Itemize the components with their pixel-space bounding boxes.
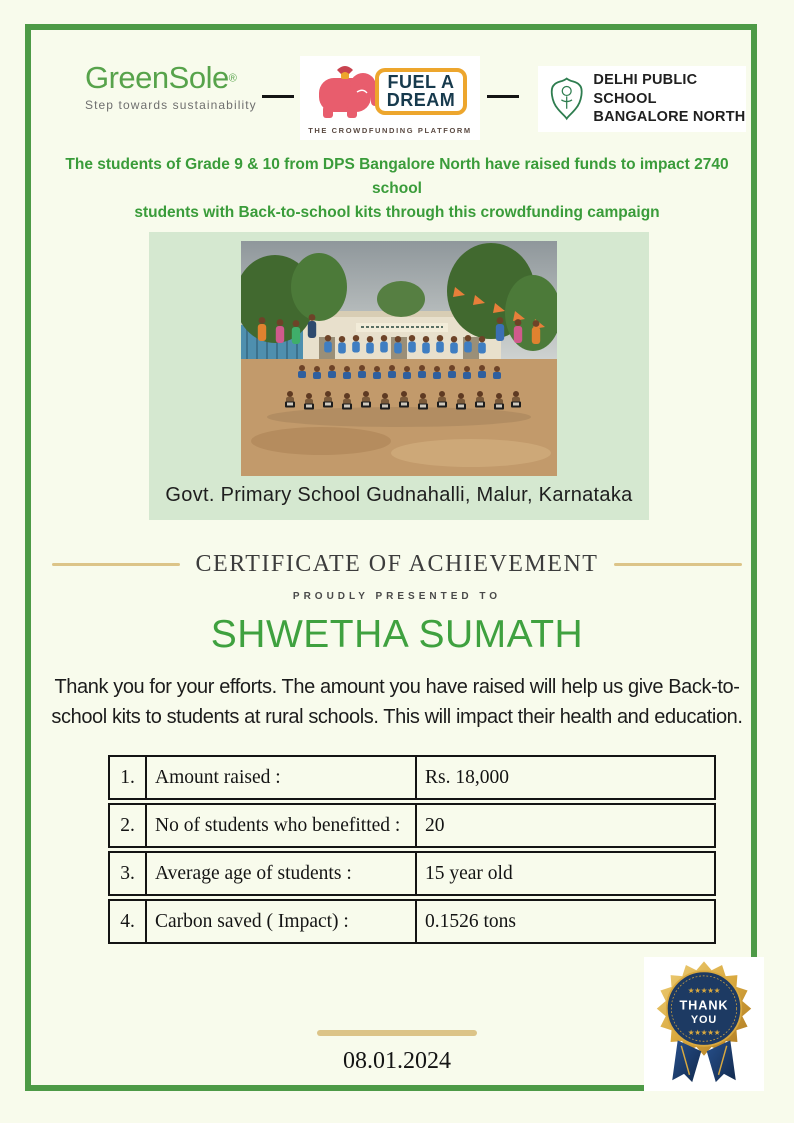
certificate-title-row (0, 551, 794, 578)
row-label: No of students who benefitted : (147, 805, 417, 846)
thank-you-message (17, 673, 777, 732)
row-label: Average age of students : (147, 853, 417, 894)
logo-separator-dash (262, 95, 294, 98)
fueladream-logo (300, 56, 480, 140)
dps-logo (538, 66, 746, 132)
row-value: 0.1526 tons (425, 910, 517, 932)
recipient-name: SHWETHA SUMATH (210, 613, 584, 656)
dps-crest-icon (548, 74, 585, 124)
date-block (0, 1027, 794, 1075)
school-photo-card (149, 232, 649, 520)
badge-line2: YOU (690, 1014, 718, 1027)
row-number: 2. (110, 805, 147, 846)
dps-line2: BANGALORE NORTH (593, 109, 746, 126)
title-right-rule (614, 563, 742, 566)
row-number: 1. (110, 757, 147, 798)
fueladream-wordmark-badge (375, 68, 468, 114)
greensole-name: GreenSole (85, 60, 229, 95)
badge-stars-bottom: ★★★★★ (687, 1027, 721, 1037)
row-value: Rs. 18,000 (425, 766, 509, 788)
campaign-intro-line1: The students of Grade 9 & 10 from DPS Bangalore North have raised funds to impact 2740 school (65, 156, 729, 198)
logo-separator-dash (487, 95, 519, 98)
badge-stars-top: ★★★★★ (687, 986, 721, 996)
row-number: 4. (110, 901, 147, 942)
table-row (108, 755, 716, 800)
impact-table (108, 755, 716, 947)
campaign-intro (40, 153, 754, 225)
presented-to-label: PROUDLY PRESENTED TO (292, 591, 502, 602)
row-number: 3. (110, 853, 147, 894)
dps-name (593, 71, 746, 128)
date-text: 08.01.2024 (343, 1048, 451, 1074)
row-label: Carbon saved ( Impact) : (147, 901, 417, 942)
greensole-wordmark (85, 60, 275, 96)
fueladream-line1: FUEL A (387, 72, 455, 93)
thank-you-message-line2: school kits to students at rural schools. This will impact their health and education. (51, 705, 743, 728)
fueladream-mark (313, 62, 468, 122)
fueladream-tagline: THE CROWDFUNDING PLATFORM (308, 125, 472, 135)
table-row (108, 899, 716, 944)
table-row (108, 803, 716, 848)
date-rule (317, 1030, 477, 1036)
dps-line1: DELHI PUBLIC SCHOOL (593, 71, 698, 107)
row-label: Amount raised : (147, 757, 417, 798)
greensole-tagline: Step towards sustainability (85, 98, 257, 112)
row-value: 20 (425, 814, 445, 836)
campaign-intro-line2: students with Back-to-school kits through this crowdfunding campaign (134, 204, 660, 222)
certificate-title: CERTIFICATE OF ACHIEVEMENT (195, 551, 599, 577)
badge-line1: THANK (679, 998, 729, 1013)
table-row (108, 851, 716, 896)
fueladream-line2: DREAM (386, 89, 456, 110)
school-group-photo (241, 241, 557, 476)
title-left-rule (52, 563, 180, 566)
photo-caption: Govt. Primary School Gudnahalli, Malur, Karnataka (165, 484, 633, 506)
thank-you-message-line1: Thank you for your efforts. The amount you have raised will help us give Back-to- (54, 676, 740, 698)
row-value: 15 year old (425, 862, 513, 884)
registered-mark: ® (228, 72, 237, 85)
greensole-logo (85, 60, 275, 112)
